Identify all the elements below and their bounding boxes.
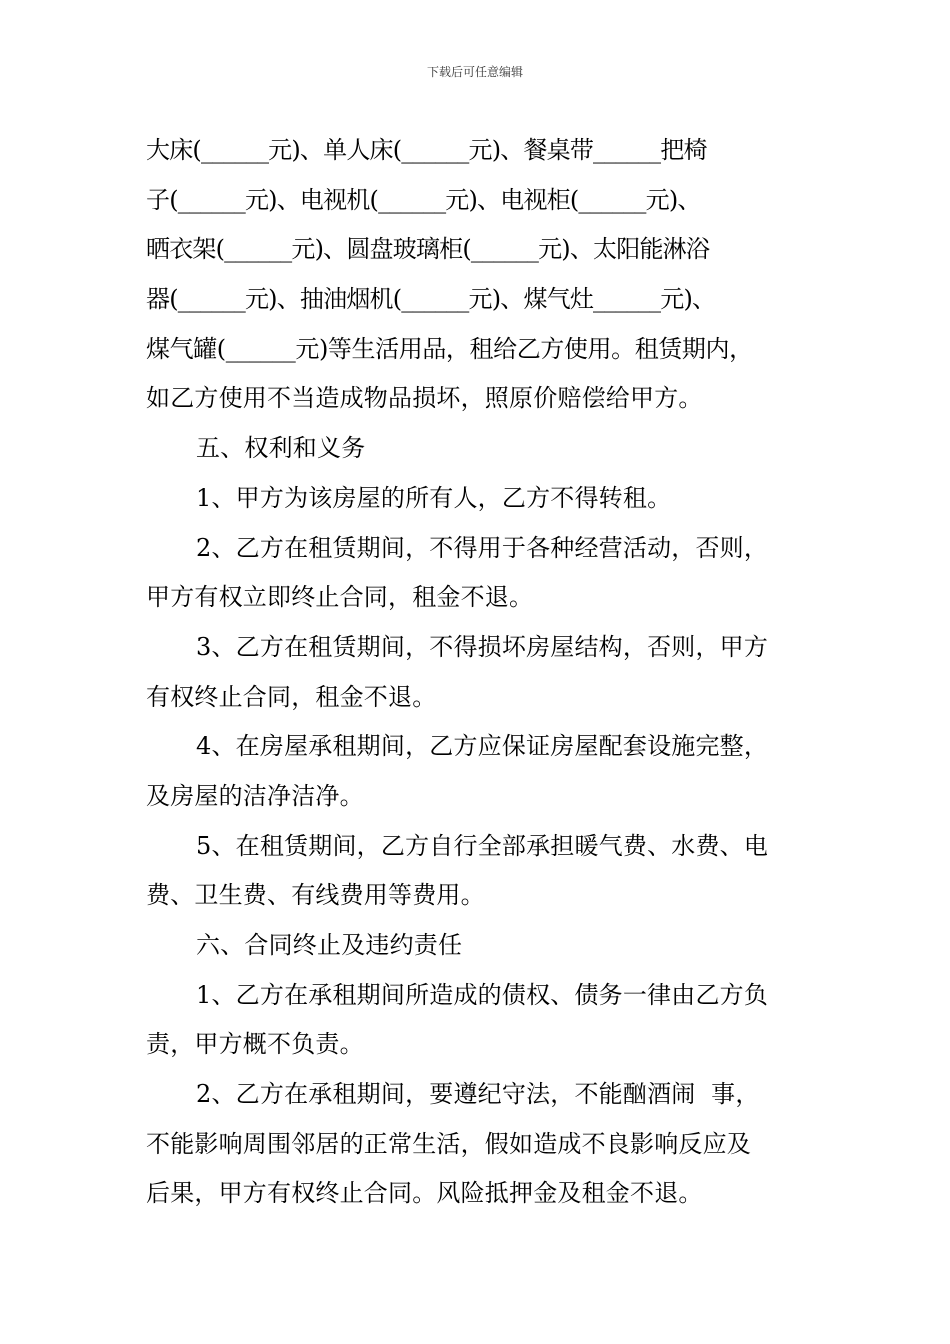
text-line: 费、卫生费、有线费用等费用。 [146, 881, 485, 910]
text-line: 后果，甲方有权终止合同。风险抵押金及租金不退。 [146, 1179, 703, 1208]
text-line: 5、在租赁期间，乙方自行全部承担暖气费、水费、电 [196, 831, 769, 860]
text-line: 2、乙方在承租期间，要遵纪守法，不能酗酒闹 事， [196, 1080, 760, 1109]
text-line: 4、在房屋承租期间，乙方应保证房屋配套设施完整， [196, 732, 769, 761]
text-line: 甲方有权立即终止合同，租金不退。 [146, 583, 534, 612]
text-line: 如乙方使用不当造成物品损坏，照原价赔偿给甲方。 [146, 384, 703, 413]
text-line: 子(______元)、电视机(______元)、电视柜(______元)、 [146, 185, 701, 214]
text-line: 1、乙方在承租期间所造成的债权、债务一律由乙方负 [196, 980, 769, 1009]
document-body [146, 126, 814, 1219]
text-line: 晒衣架(______元)、圆盘玻璃柜(______元)、太阳能淋浴 [146, 235, 710, 264]
text-line: 1、甲方为该房屋的所有人，乙方不得转租。 [196, 483, 672, 512]
text-line: 3、乙方在租赁期间，不得损坏房屋结构，否则，甲方 [196, 632, 769, 661]
text-line: 不能影响周围邻居的正常生活，假如造成不良影响反应及 [146, 1129, 751, 1158]
text-line: 有权终止合同，租金不退。 [146, 682, 437, 711]
section-heading: 六、合同终止及违约责任 [196, 931, 463, 959]
page-header: 下载后可任意编辑 [426, 65, 523, 79]
text-line: 责，甲方概不负责。 [146, 1030, 364, 1059]
text-line: 2、乙方在租赁期间，不得用于各种经营活动，否则， [196, 533, 769, 562]
section-heading: 五、权利和义务 [196, 434, 366, 463]
text-line: 煤气罐(______元)等生活用品，租给乙方使用。租赁期内， [146, 334, 753, 363]
text-line: 及房屋的洁净洁净。 [146, 781, 364, 810]
text-line: 器(______元)、抽油烟机(______元)、煤气灶______元)、 [146, 285, 716, 314]
text-line: 大床(______元)、单人床(______元)、餐桌带______把椅 [146, 136, 707, 164]
